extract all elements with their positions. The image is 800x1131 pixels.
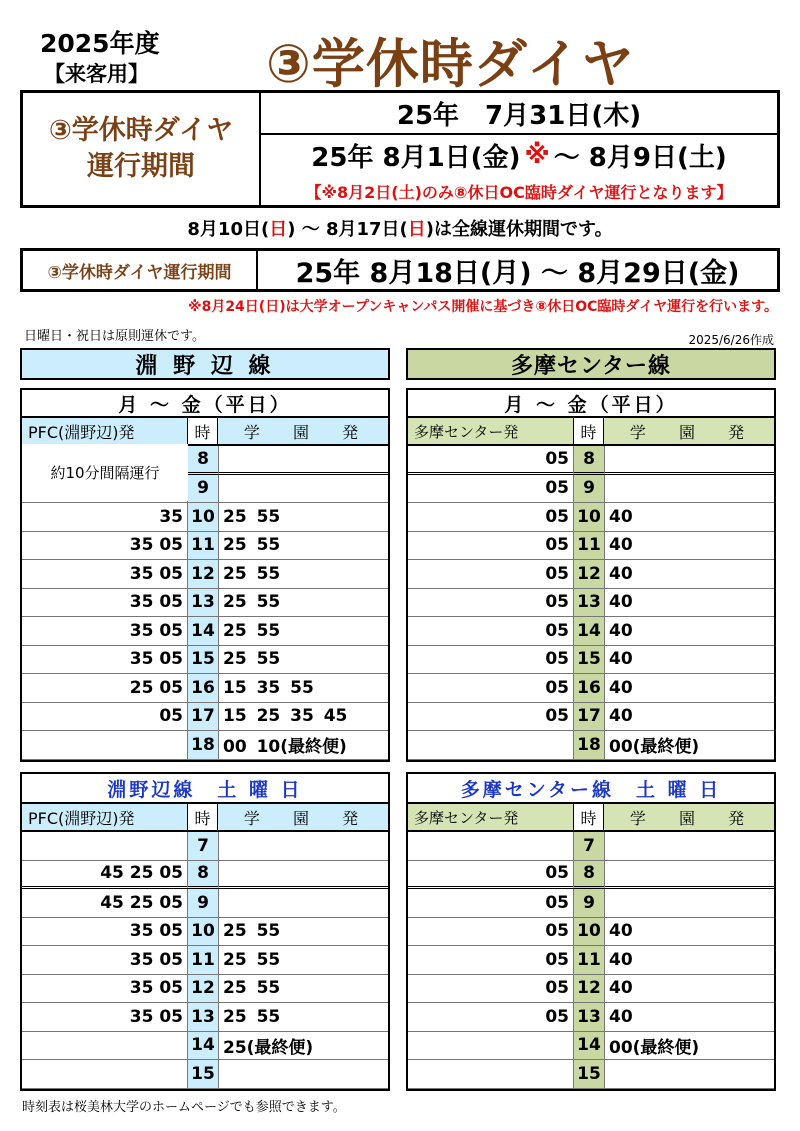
table-row: [408, 1032, 774, 1061]
table-row: [408, 832, 774, 861]
page-title: ③学休時ダイヤ: [266, 34, 635, 95]
hour-cell: 15: [574, 646, 604, 675]
period-date-1: 25年 7月31日(木): [261, 93, 777, 135]
table-row: [408, 861, 774, 890]
departure-right: [604, 475, 774, 504]
departure-left: 05: [408, 703, 574, 732]
table-header: [408, 418, 774, 446]
timetable: [20, 772, 390, 1091]
hour-cell: 9: [574, 475, 604, 504]
hour-cell: 7: [188, 832, 218, 861]
departure-left: [408, 731, 574, 760]
hour-cell: 9: [188, 475, 218, 504]
hour-cell: 13: [574, 1003, 604, 1032]
table-row: [408, 918, 774, 947]
hour-cell: 10: [188, 503, 218, 532]
hour-cell: 13: [188, 589, 218, 618]
departure-right: 25 55: [218, 646, 388, 675]
departure-left: 35: [22, 503, 188, 532]
table-header: [22, 418, 388, 446]
table-row: [408, 975, 774, 1004]
departure-left: 05: [408, 589, 574, 618]
tama-saturday-panel: [406, 772, 776, 1091]
departure-left: [22, 1032, 188, 1061]
departure-right: 15 35 55: [218, 674, 388, 703]
col-left-header: 多摩センター発: [408, 804, 574, 830]
departure-left: [22, 1060, 188, 1089]
departure-left: 05: [408, 674, 574, 703]
shutdown-text-c: )は全線運休期間です。: [425, 219, 613, 240]
table-row: [408, 1060, 774, 1089]
timetable: [406, 772, 776, 1091]
table-row: [408, 731, 774, 760]
departure-left: 35 05: [22, 532, 188, 561]
hour-cell: 13: [574, 589, 604, 618]
hour-cell: 17: [188, 703, 218, 732]
table-row: [22, 861, 388, 890]
col-left-header: PFC(淵野辺)発: [22, 418, 188, 444]
timetable: [406, 388, 776, 762]
hour-cell: 8: [574, 446, 604, 475]
hour-cell: 16: [574, 674, 604, 703]
departure-right: 25 55: [218, 617, 388, 646]
table-row: [408, 532, 774, 561]
table-row: [408, 703, 774, 732]
departure-left: 35 05: [22, 617, 188, 646]
departure-right: 25(最終便): [218, 1032, 388, 1061]
departure-left: 05: [408, 475, 574, 504]
period-label: [23, 93, 261, 205]
table-header: [408, 804, 774, 832]
departure-right: [604, 832, 774, 861]
departure-right: 40: [604, 532, 774, 561]
departure-left: 05: [408, 889, 574, 918]
table-row: [22, 703, 388, 732]
table-row: [22, 731, 388, 760]
departure-left: [408, 832, 574, 861]
col-right-header: 学 園 発: [604, 418, 774, 444]
sunday-notice: 日曜日・祝日は原則運休です。: [24, 329, 205, 344]
departure-right: 00(最終便): [604, 731, 774, 760]
open-campus-note: ※8月24日(日)は大学オープンキャンパス開催に基づき⑧休日OC臨時ダイヤ運行を行います。: [187, 299, 778, 315]
table-row: [408, 1003, 774, 1032]
departure-right: 25 55: [218, 503, 388, 532]
table-row: [408, 674, 774, 703]
departure-left: [22, 731, 188, 760]
departure-right: 25 55: [218, 946, 388, 975]
hour-cell: 11: [574, 532, 604, 561]
created-date: 2025/6/26作成: [688, 333, 774, 347]
hour-cell: 14: [188, 617, 218, 646]
hour-cell: 11: [188, 946, 218, 975]
departure-left: 35 05: [22, 918, 188, 947]
table-row: [22, 674, 388, 703]
table-row: [408, 889, 774, 918]
departure-right: [218, 889, 388, 918]
table-row: [22, 1060, 388, 1089]
shutdown-text-a: 8月10日(: [187, 219, 270, 240]
hour-cell: 8: [188, 861, 218, 890]
departure-right: 40: [604, 503, 774, 532]
hour-cell: 15: [574, 1060, 604, 1089]
hour-cell: 11: [574, 946, 604, 975]
departure-left: [408, 1032, 574, 1061]
table-row: [22, 1003, 388, 1032]
table-row: [408, 475, 774, 504]
hour-cell: 12: [188, 975, 218, 1004]
shutdown-sunday-1: 日: [269, 219, 288, 240]
departure-right: 25 55: [218, 560, 388, 589]
table-row: [408, 503, 774, 532]
departure-left: 05: [408, 646, 574, 675]
hour-cell: 10: [188, 918, 218, 947]
table-row: [408, 617, 774, 646]
departure-right: 00(最終便): [604, 1032, 774, 1061]
departure-left: [408, 1060, 574, 1089]
period-date-2-start: 25年 8月1日(金): [311, 142, 521, 173]
departure-left: [22, 832, 188, 861]
departure-right: 40: [604, 674, 774, 703]
departure-left: 35 05: [22, 975, 188, 1004]
hour-cell: 8: [188, 446, 218, 475]
period2-label: ③学休時ダイヤ運行期間: [23, 251, 258, 289]
fuchinobe-saturday-panel: [20, 772, 390, 1091]
table-row: [408, 446, 774, 475]
line-title: 多摩センター線: [406, 348, 776, 380]
hour-cell: 11: [188, 532, 218, 561]
col-left-header: PFC(淵野辺)発: [22, 804, 188, 830]
departure-right: [218, 861, 388, 890]
period-date-2: [261, 135, 777, 175]
departure-left: 05: [408, 503, 574, 532]
col-hour-header: 時: [574, 804, 604, 830]
departure-right: 25 55: [218, 975, 388, 1004]
departure-right: 25 55: [218, 918, 388, 947]
departure-left: 05: [408, 617, 574, 646]
hour-cell: 17: [574, 703, 604, 732]
table-row: [408, 946, 774, 975]
departure-left: 25 05: [22, 674, 188, 703]
hour-cell: 10: [574, 503, 604, 532]
period-label-line1: ③学休時ダイヤ: [48, 115, 234, 146]
hour-cell: 10: [574, 918, 604, 947]
col-right-header: 学 園 発: [604, 804, 774, 830]
day-label: 月 〜 金（平日）: [22, 390, 388, 418]
departure-left: 05: [408, 560, 574, 589]
departure-right: 40: [604, 646, 774, 675]
departure-right: [604, 446, 774, 475]
line-title: 淵 野 辺 線: [20, 348, 390, 380]
footer-note: 時刻表は桜美林大学のホームページでも参照できます。: [22, 1100, 346, 1115]
departure-right: [218, 475, 388, 504]
line-title: 多摩センター線 土 曜 日: [408, 774, 774, 804]
departure-right: 40: [604, 560, 774, 589]
operation-period-box-2: [20, 248, 780, 292]
departure-left: 45 25 05: [22, 861, 188, 890]
departure-left: 35 05: [22, 589, 188, 618]
departure-right: 40: [604, 946, 774, 975]
departure-right: 15 25 35 45: [218, 703, 388, 732]
tama-weekday-panel: [406, 348, 776, 762]
shutdown-notice: [0, 215, 800, 241]
departure-right: 40: [604, 918, 774, 947]
departure-right: 40: [604, 589, 774, 618]
table-row: [22, 889, 388, 918]
departure-right: [218, 446, 388, 475]
operation-period-box: [20, 90, 780, 208]
departure-left: 05: [408, 1003, 574, 1032]
departure-right: 40: [604, 617, 774, 646]
fiscal-year: 2025年度: [40, 29, 160, 58]
hour-cell: 12: [188, 560, 218, 589]
col-right-header: 学 園 発: [218, 804, 388, 830]
hour-cell: 12: [574, 560, 604, 589]
col-right-header: 学 園 発: [218, 418, 388, 444]
departure-left: 05: [408, 918, 574, 947]
table-header: [22, 804, 388, 832]
departure-right: [604, 889, 774, 918]
hour-cell: 12: [574, 975, 604, 1004]
table-row: [22, 646, 388, 675]
table-row: [22, 918, 388, 947]
interval-note: 約10分間隔運行: [22, 444, 188, 501]
departure-left: 35 05: [22, 1003, 188, 1032]
departure-right: 25 55: [218, 1003, 388, 1032]
hour-cell: 9: [188, 889, 218, 918]
note-mark: ※: [524, 140, 550, 170]
departure-right: [604, 861, 774, 890]
period2-range: 25年 8月18日(月) 〜 8月29日(金): [295, 257, 740, 289]
fuchinobe-weekday-panel: [20, 348, 390, 762]
hour-cell: 8: [574, 861, 604, 890]
departure-right: 40: [604, 975, 774, 1004]
table-row: [22, 532, 388, 561]
hour-cell: 16: [188, 674, 218, 703]
departure-left: 35 05: [22, 646, 188, 675]
table-row: [22, 503, 388, 532]
table-row: [22, 946, 388, 975]
departure-right: 00 10(最終便): [218, 731, 388, 760]
hour-cell: 18: [188, 731, 218, 760]
table-row: [22, 560, 388, 589]
hour-cell: 14: [188, 1032, 218, 1061]
departure-left: 05: [408, 446, 574, 475]
col-hour-header: 時: [574, 418, 604, 444]
day-label: 月 〜 金（平日）: [408, 390, 774, 418]
table-row: [22, 975, 388, 1004]
table-row: [22, 1032, 388, 1061]
table-row: [22, 832, 388, 861]
departure-left: 05: [408, 975, 574, 1004]
shutdown-sunday-2: 日: [407, 219, 426, 240]
hour-cell: 15: [188, 646, 218, 675]
departure-right: [218, 832, 388, 861]
line-title: 淵野辺線 土 曜 日: [22, 774, 388, 804]
hour-cell: 9: [574, 889, 604, 918]
col-left-header: 多摩センター発: [408, 418, 574, 444]
departure-right: [604, 1060, 774, 1089]
departure-right: 40: [604, 1003, 774, 1032]
departure-left: 05: [408, 946, 574, 975]
timetable: [20, 388, 390, 762]
hour-cell: 7: [574, 832, 604, 861]
table-row: [22, 617, 388, 646]
departure-left: 35 05: [22, 946, 188, 975]
hour-cell: 14: [574, 1032, 604, 1061]
departure-left: 45 25 05: [22, 889, 188, 918]
departure-right: 25 55: [218, 532, 388, 561]
period-note: 【※8月2日(土)のみ⑧休日OC臨時ダイヤ運行となります】: [305, 182, 733, 202]
col-hour-header: 時: [188, 418, 218, 444]
departure-left: 05: [22, 703, 188, 732]
departure-left: 05: [408, 532, 574, 561]
audience-label: 【来客用】: [44, 62, 149, 86]
table-row: [408, 560, 774, 589]
period-date-2-end: 〜 8月9日(土): [553, 142, 727, 173]
table-row: [22, 589, 388, 618]
period-label-line2: 運行期間: [87, 151, 195, 182]
departure-right: [218, 1060, 388, 1089]
hour-cell: 15: [188, 1060, 218, 1089]
hour-cell: 18: [574, 731, 604, 760]
departure-right: 40: [604, 703, 774, 732]
shutdown-text-b: ) 〜 8月17日(: [287, 219, 408, 240]
col-hour-header: 時: [188, 804, 218, 830]
table-row: [408, 589, 774, 618]
departure-left: 35 05: [22, 560, 188, 589]
hour-cell: 13: [188, 1003, 218, 1032]
departure-left: 05: [408, 861, 574, 890]
table-row: [408, 646, 774, 675]
hour-cell: 14: [574, 617, 604, 646]
departure-right: 25 55: [218, 589, 388, 618]
